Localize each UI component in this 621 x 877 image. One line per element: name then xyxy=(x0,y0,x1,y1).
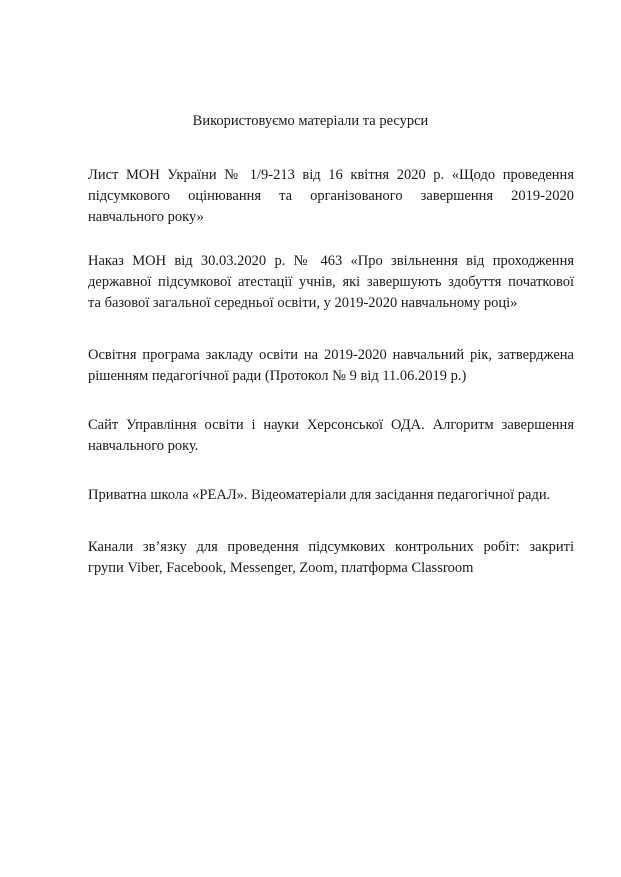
text-line: навчального року» xyxy=(88,209,204,225)
text-line: навчального року. xyxy=(88,438,199,454)
text-line: державної підсумкової атестації учнів, які завершують здобуття початкової xyxy=(88,274,574,290)
text-line: Лист МОН України № 1/9-213 від 16 квітня 2020 р. «Щодо проведення xyxy=(88,167,574,183)
paragraph-private-school xyxy=(88,485,574,506)
text-line: групи Viber, Facebook, Messenger, Zoom, платформа Classroom xyxy=(88,560,474,576)
text-line: підсумкового оцінювання та організованого завершення 2019-2020 xyxy=(88,188,574,204)
text-line: Наказ МОН від 30.03.2020 р. № 463 «Про звільнення від проходження xyxy=(88,253,574,269)
paragraph-mon-letter xyxy=(88,165,574,228)
document-title: Використовуємо матеріали та ресурси xyxy=(192,113,429,129)
text-line: Приватна школа «РЕАЛ». Відеоматеріали для засідання педагогічної ради. xyxy=(88,487,551,503)
text-line: рішенням педагогічної ради (Протокол № 9 від 11.06.2019 р.) xyxy=(88,368,467,384)
text-line: та базової загальної середньої освіти, у 2019-2020 навчальному році» xyxy=(88,295,518,311)
text-line: Сайт Управління освіти і науки Херсонської ОДА. Алгоритм завершення xyxy=(88,417,574,433)
paragraph-mon-order xyxy=(88,251,574,314)
text-line: Канали зв’язку для проведення підсумкових контрольних робіт: закриті xyxy=(88,539,574,555)
paragraph-education-program xyxy=(88,345,574,387)
paragraph-communication-channels xyxy=(88,537,574,579)
paragraph-education-department-site xyxy=(88,415,574,457)
text-line: Освітня програма закладу освіти на 2019-2020 навчальний рік, затверджена xyxy=(88,347,574,363)
